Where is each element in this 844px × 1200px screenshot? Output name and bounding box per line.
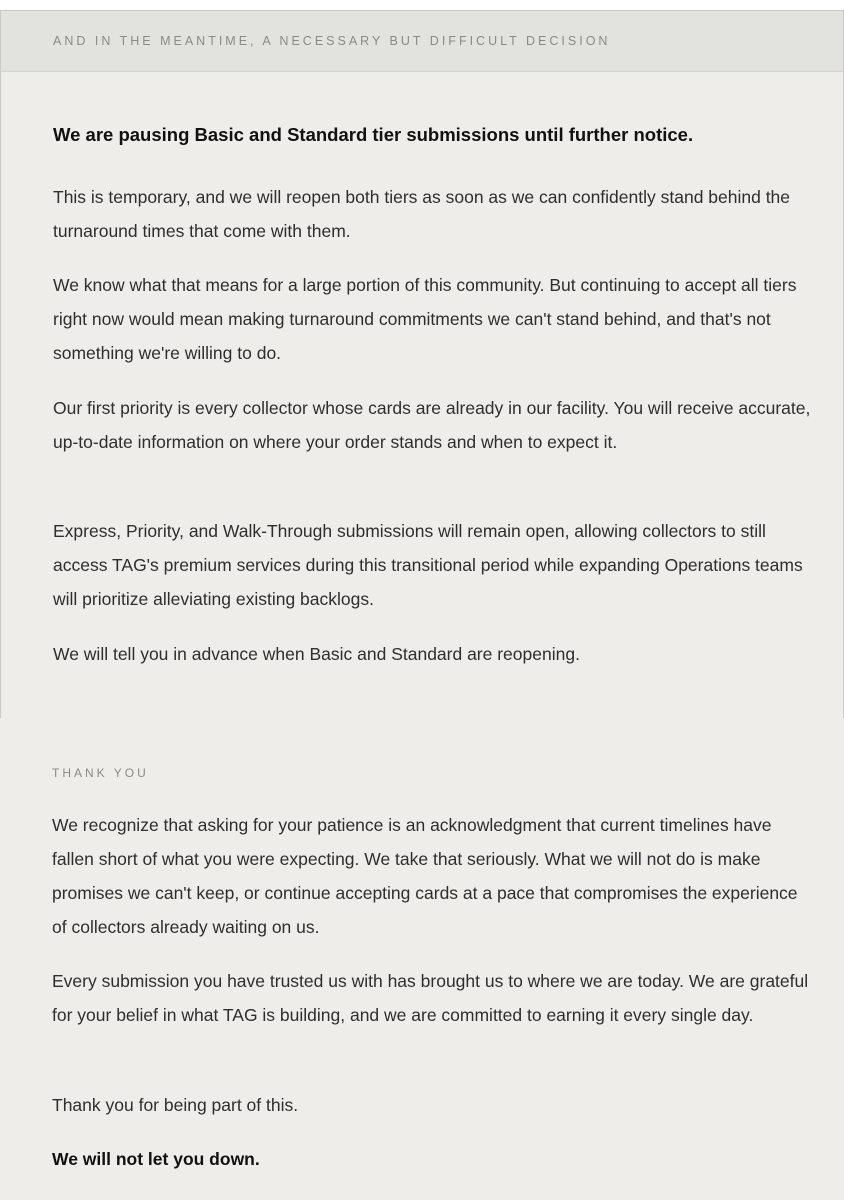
paragraph: This is temporary, and we will reopen both tiers as soon as we can confidently stand behind the turnaround times that come with them.	[53, 187, 791, 241]
section-eyebrow: THANK YOU	[52, 766, 149, 780]
lead-statement: We are pausing Basic and Standard tier submissions until further notice.	[53, 124, 694, 145]
closing-statement: We will not let you down.	[52, 1149, 260, 1169]
decision-section	[0, 10, 844, 719]
paragraph: Express, Priority, and Walk-Through submissions will remain open, allowing collectors to still access TAG's premium services during this transitional period while expanding Operations teams will prioritize alleviating existing backlogs.	[53, 521, 803, 609]
paragraph: We will tell you in advance when Basic and Standard are reopening.	[53, 644, 580, 664]
paragraph: Our first priority is every collector whose cards are already in our facility. You will receive accurate, up-to-date information on where your order stands and when to expect it.	[53, 398, 811, 452]
section-eyebrow: AND IN THE MEANTIME, A NECESSARY BUT DIFFICULT DECISION	[53, 34, 611, 48]
paragraph: Every submission you have trusted us with has brought us to where we are today. We are grateful for your belief in what TAG is building, and we are committed to earning it every single day.	[52, 971, 809, 1025]
paragraph: Thank you for being part of this.	[52, 1095, 299, 1115]
top-strip	[0, 0, 844, 10]
paragraph: We recognize that asking for your patience is an acknowledgment that current timelines have fallen short of what you were expecting. We take that seriously. What we will not do is make promises we can't keep, or continue accepting cards at a pace that compromises the experience of collectors already waiting on us.	[52, 815, 798, 937]
section-header-band	[1, 11, 843, 72]
paragraph: We know what that means for a large portion of this community. But continuing to accept all tiers right now would mean making turnaround commitments we can't stand behind, and that's not something we're willing to do.	[53, 275, 797, 363]
thank-you-section	[0, 718, 844, 1200]
